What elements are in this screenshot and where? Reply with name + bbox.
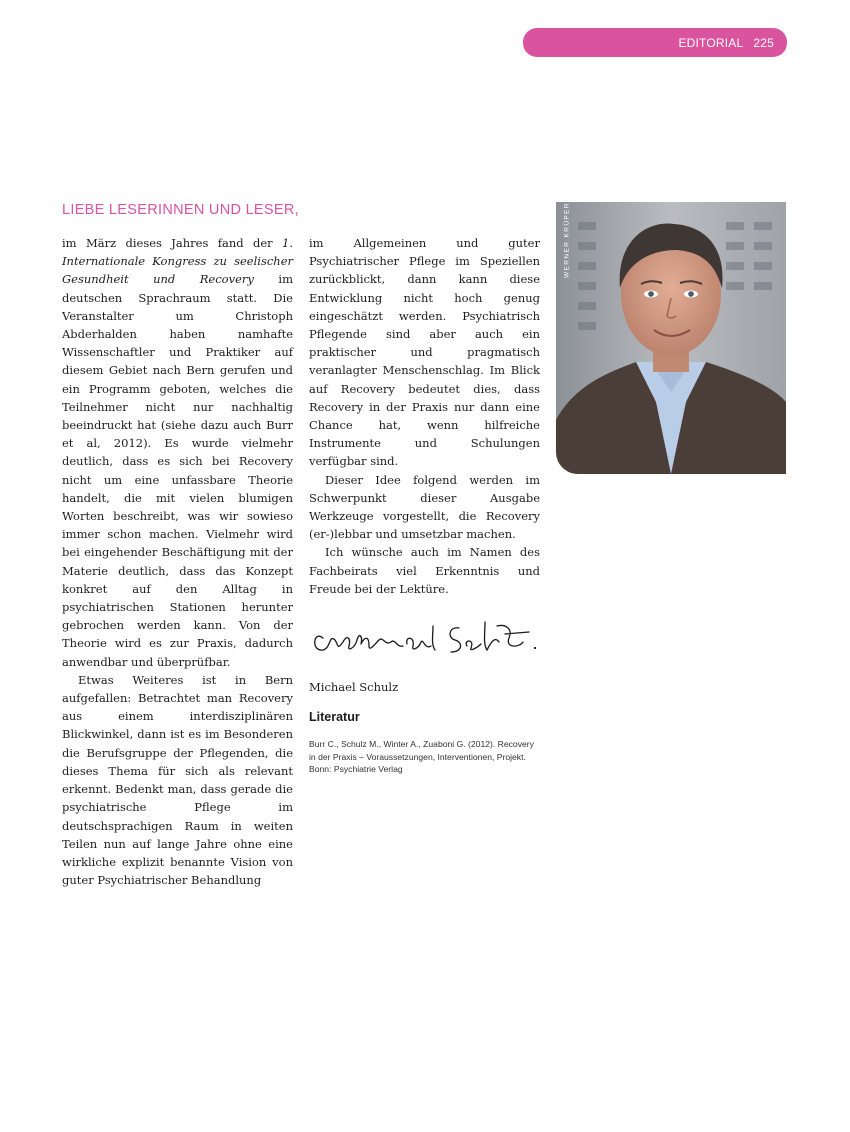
section-label: EDITORIAL: [678, 35, 744, 50]
article-column-2: [309, 234, 540, 696]
signer-name: Michael Schulz: [309, 680, 399, 695]
section-tab: [523, 28, 787, 57]
greeting-headline: LIEBE LESERINNEN UND LESER,: [62, 202, 299, 218]
photo-credit: WERNER KRÜPER: [563, 202, 571, 278]
literature-heading: Literatur: [309, 710, 360, 724]
page-number: 225: [753, 35, 774, 50]
paragraph: Etwas Weiteres ist in Bern aufgefallen: Betrachtet man Recovery aus einem interdisziplinären Blickwinkel, dann ist es im Besonderen die Berufsgruppe der Pflegenden, die dieses Thema für sich als relevant erkennt. Bedenkt man, dass gerade die psychiatrische Pflege im deutschsprachigen Raum in weiten Teilen nun auf lange Jahre ohne eine wirkliche explizit benannte Vision von guter Psychiatrischer Behandlung: [62, 672, 293, 888]
paragraph: im Allgemeinen und guter Psychiatrischer Pflege im Speziellen zurückblickt, dann kann diese Entwicklung nicht hoch genug eingeschätzt werden. Psychiatrisch Pflegende sind aber auch ein praktischer und pragmatisch veranlagter Menschenschlag. Im Blick auf Recovery bedeutet dies, dass Recovery in der Praxis nur dann eine Chance hat, wenn hilfreiche Instrumente und Schulungen verfügbar sind.: [309, 236, 540, 469]
congress-title: 1. Internationale Kongress zu seelischer Gesundheit und Recovery: [62, 236, 293, 287]
paragraph: Dieser Idee folgend werden im Schwerpunkt dieser Ausgabe Werkzeuge vorgestellt, die Recovery (er-)lebbar und umsetzbar machen.: [309, 472, 540, 542]
handwritten-signature: [309, 612, 540, 660]
literature-reference: Burr C., Schulz M., Winter A., Zuaboni G. (2012). Recovery in der Praxis – Voraussetzungen, Interventionen, Projekt. Bonn: Psychiatrie Verlag: [309, 739, 534, 775]
paragraph: Ich wünsche auch im Namen des Fachbeirats viel Erkenntnis und Freude bei der Lektüre.: [309, 545, 540, 596]
author-portrait: [556, 202, 786, 474]
article-column-1: [62, 234, 293, 889]
paragraph: im März dieses Jahres fand der 1. Internationale Kongress zu seelischer Gesundheit und Recovery im deutschen Sprachraum statt. Die Veranstalter um Christoph Abderhalden haben namhafte Wissenschaftler und Praktiker auf diesem Gebiet nach Bern gerufen und ein Programm geboten, welches die Teilnehmer nicht nur nachhaltig beeindruckt hat (siehe dazu auch Burr et al, 2012). Es wurde vielmehr deutlich, dass es sich bei Recovery nicht um eine unfassbare Theorie handelt, die mit vielen blumigen Worten beschreibt, was wir sowieso immer schon machen. Vielmehr wird bei eingehender Beschäftigung mit der Materie deutlich, dass das Konzept konkret auf den Alltag in psychiatrischen Stationen herunter gebrochen werden kann. Von der Theorie wird es zur Praxis, dadurch anwendbar und überprüfbar.: [62, 236, 293, 669]
